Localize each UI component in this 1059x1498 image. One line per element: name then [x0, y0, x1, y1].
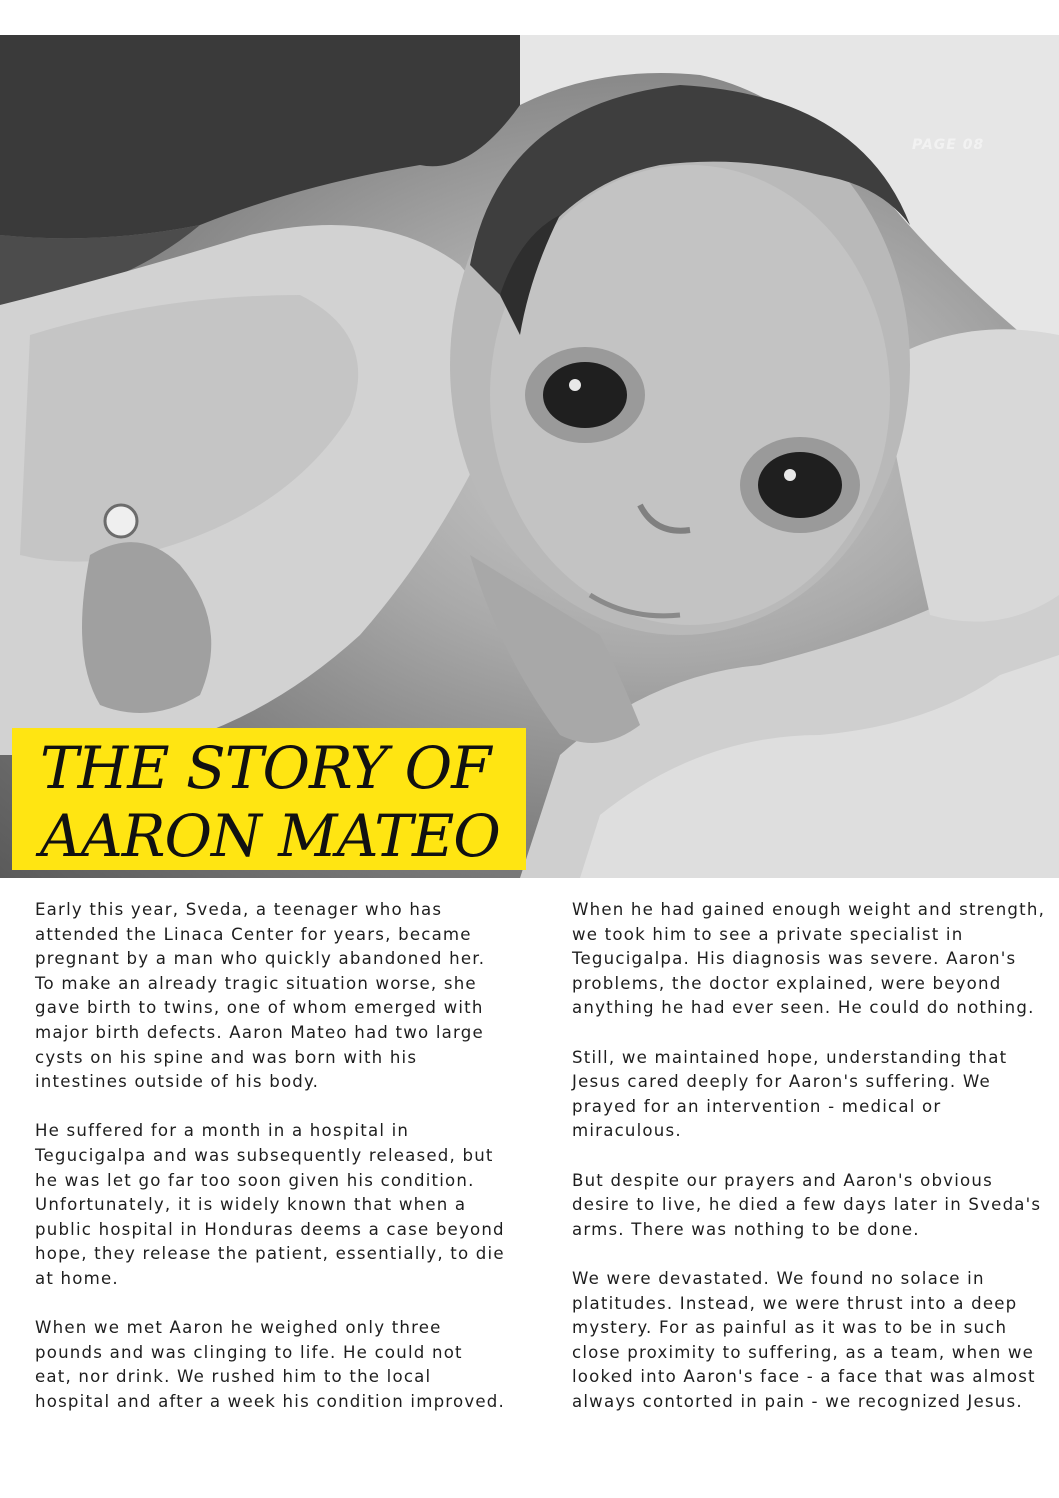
- paragraph: When he had gained enough weight and strength, we took him to see a private specialist in Tegucigalpa. His diagnosis was severe. Aaron's problems, the doctor explained, were beyond anything he had ever seen. He could do nothing.: [572, 900, 1046, 1018]
- left-column: [35, 898, 505, 1439]
- page-number: PAGE 08: [912, 137, 985, 153]
- paragraph: Early this year, Sveda, a teenager who has attended the Linaca Center for years, became pregnant by a man who quickly abandoned her. To make an already tragic situation worse, she gave birth to twins, one of whom emerged with major birth defects. Aaron Mateo had two large cysts on his spine and was born with his intestines outside of his body.: [35, 900, 486, 1092]
- paragraph: When we met Aaron he weighed only three pounds and was clinging to life. He could not eat, nor drink. We rushed him to the local hospital and after a week his condition improved.: [35, 1318, 505, 1411]
- paragraph: We were devastated. We found no solace in platitudes. Instead, we were thrust into a deep mystery. For as painful as it was to be in such close proximity to suffering, as a team, when we looked into Aaron's face - a face that was almost always contorted in pain - we recognized Jesus.: [572, 1268, 1036, 1411]
- title-line-2: AARON MATEO: [40, 802, 500, 870]
- paragraph: He suffered for a month in a hospital in Tegucigalpa and was subsequently released, but he was let go far too soon given his condition. Unfortunately, it is widely known that when a public hospital in Honduras deems a case beyond hope, they release the patient, essentially, to die at home.: [35, 1121, 505, 1288]
- paragraph: Still, we maintained hope, understanding that Jesus cared deeply for Aaron's suffering. We prayed for an intervention - medical or miraculous.: [572, 1047, 1008, 1141]
- right-column: [572, 898, 1052, 1439]
- story-title: [40, 734, 520, 870]
- title-line-1: THE STORY OF: [40, 734, 491, 802]
- paragraph: But despite our prayers and Aaron's obvious desire to live, he died a few days later in Sveda's arms. There was nothing to be done.: [572, 1170, 1042, 1239]
